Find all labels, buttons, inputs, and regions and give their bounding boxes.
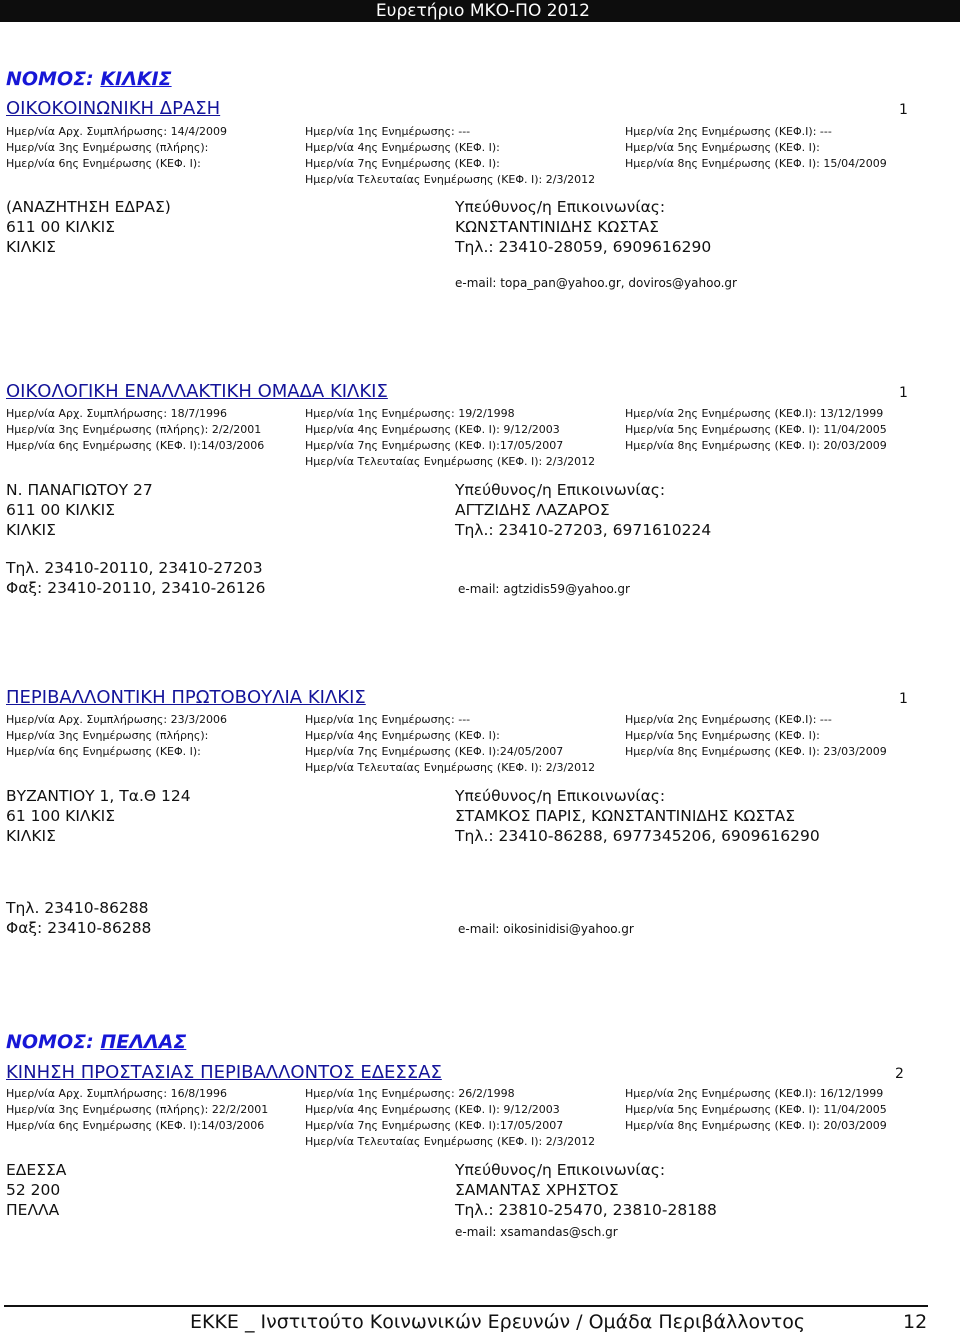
contact-name: ΚΩΝΣΤΑΝΤΙΝΙΔΗΣ ΚΩΣΤΑΣ (455, 218, 659, 236)
contact-name: ΑΓΤΖΙΔΗΣ ΛΑΖΑΡΟΣ (455, 501, 610, 519)
contact-label: Υπεύθυνος/η Επικοινωνίας: (455, 1161, 666, 1179)
date-field: Ημερ/νία 5ης Ενημέρωσης (ΚΕΦ. Ι): 11/04/2005 (625, 1103, 887, 1116)
address-line: 61 100 ΚΙΛΚΙΣ (6, 807, 116, 825)
contact-phone: Τηλ.: 23410-28059, 6909616290 (455, 238, 712, 256)
date-field: Ημερ/νία 7ης Ενημέρωσης (ΚΕΦ. Ι):24/05/2007 (305, 745, 564, 758)
footer-divider (4, 1305, 928, 1307)
date-field: Ημερ/νία 7ης Ενημέρωσης (ΚΕΦ. Ι): (305, 157, 500, 170)
prefecture-heading (6, 1031, 186, 1053)
date-field: Ημερ/νία 1ης Ενημέρωσης: 26/2/1998 (305, 1087, 515, 1100)
org-title: ΟΙΚΟΚΟΙΝΩΝΙΚΗ ΔΡΑΣΗ (6, 98, 221, 119)
contact-phone: Τηλ.: 23410-27203, 6971610224 (455, 521, 712, 539)
date-field: Ημερ/νία 3ης Ενημέρωσης (πλήρης): (6, 141, 209, 154)
date-field: Ημερ/νία 6ης Ενημέρωσης (ΚΕΦ. Ι): (6, 157, 201, 170)
prefecture-name: ΚΙΛΚΙΣ (100, 68, 172, 90)
contact-phone: Τηλ.: 23410-86288, 6977345206, 6909616290 (455, 827, 820, 845)
footer-text: ΕΚΚΕ _ Ινστιτούτο Κοινωνικών Ερευνών / Ομάδα Περιβάλλοντος (190, 1311, 805, 1333)
last-update: Ημερ/νία Τελευταίας Ενημέρωσης (ΚΕΦ. Ι): 2/3/2012 (305, 173, 596, 186)
date-field: Ημερ/νία 7ης Ενημέρωσης (ΚΕΦ. Ι):17/05/2007 (305, 1119, 564, 1132)
email-link[interactable]: e-mail: xsamandas@sch.gr (455, 1225, 618, 1239)
prefecture-label: ΝΟΜΟΣ: (6, 68, 94, 90)
date-field: Ημερ/νία 2ης Ενημέρωσης (ΚΕΦ.Ι): --- (625, 713, 832, 726)
phone-line: Τηλ. 23410-20110, 23410-27203 (6, 559, 263, 577)
date-field: Ημερ/νία 5ης Ενημέρωσης (ΚΕΦ. Ι): (625, 729, 820, 742)
date-field: Ημερ/νία Αρχ. Συμπλήρωσης: 18/7/1996 (6, 407, 227, 420)
page-number: 12 (903, 1311, 928, 1333)
last-update: Ημερ/νία Τελευταίας Ενημέρωσης (ΚΕΦ. Ι): 2/3/2012 (305, 455, 596, 468)
date-field: Ημερ/νία 6ης Ενημέρωσης (ΚΕΦ. Ι):14/03/2006 (6, 439, 265, 452)
address-line: Ν. ΠΑΝΑΓΙΩΤΟΥ 27 (6, 481, 153, 499)
contact-name: ΣΑΜΑΝΤΑΣ ΧΡΗΣΤΟΣ (455, 1181, 619, 1199)
address-line: ΒΥΖΑΝΤΙΟΥ 1, Τα.Θ 124 (6, 787, 191, 805)
date-field: Ημερ/νία Αρχ. Συμπλήρωσης: 23/3/2006 (6, 713, 227, 726)
org-title: ΠΕΡΙΒΑΛΛΟΝΤΙΚΗ ΠΡΩΤΟΒΟΥΛΙΑ ΚΙΛΚΙΣ (6, 687, 366, 708)
prefecture-heading (6, 68, 172, 90)
date-field: Ημερ/νία 7ης Ενημέρωσης (ΚΕΦ. Ι):17/05/2007 (305, 439, 564, 452)
last-update: Ημερ/νία Τελευταίας Ενημέρωσης (ΚΕΦ. Ι): 2/3/2012 (305, 1135, 596, 1148)
date-field: Ημερ/νία 4ης Ενημέρωσης (ΚΕΦ. Ι): 9/12/2003 (305, 423, 560, 436)
fax-line: Φαξ: 23410-20110, 23410-26126 (6, 579, 266, 597)
date-field: Ημερ/νία 5ης Ενημέρωσης (ΚΕΦ. Ι): (625, 141, 820, 154)
date-field: Ημερ/νία 8ης Ενημέρωσης (ΚΕΦ. Ι): 20/03/2009 (625, 439, 887, 452)
last-update: Ημερ/νία Τελευταίας Ενημέρωσης (ΚΕΦ. Ι): 2/3/2012 (305, 761, 596, 774)
address-line: 52 200 (6, 1181, 61, 1199)
date-field: Ημερ/νία 5ης Ενημέρωσης (ΚΕΦ. Ι): 11/04/2005 (625, 423, 887, 436)
org-title: ΚΙΝΗΣΗ ΠΡΟΣΤΑΣΙΑΣ ΠΕΡΙΒΑΛΛΟΝΤΟΣ ΕΔΕΣΣΑΣ (6, 1062, 442, 1083)
date-field: Ημερ/νία 8ης Ενημέρωσης (ΚΕΦ. Ι): 23/03/2009 (625, 745, 887, 758)
date-field: Ημερ/νία 1ης Ενημέρωσης: --- (305, 713, 471, 726)
contact-phone: Τηλ.: 23810-25470, 23810-28188 (455, 1201, 717, 1219)
email-link[interactable]: e-mail: topa_pan@yahoo.gr, doviros@yahoo.gr (455, 276, 737, 290)
date-field: Ημερ/νία 8ης Ενημέρωσης (ΚΕΦ. Ι): 20/03/2009 (625, 1119, 887, 1132)
date-field: Ημερ/νία Αρχ. Συμπλήρωσης: 14/4/2009 (6, 125, 227, 138)
date-field: Ημερ/νία 2ης Ενημέρωσης (ΚΕΦ.Ι): 13/12/1999 (625, 407, 884, 420)
date-field: Ημερ/νία 3ης Ενημέρωσης (πλήρης): 22/2/2001 (6, 1103, 269, 1116)
contact-name: ΣΤΑΜΚΟΣ ΠΑΡΙΣ, ΚΩΝΣΤΑΝΤΙΝΙΔΗΣ ΚΩΣΤΑΣ (455, 807, 796, 825)
date-field: Ημερ/νία 6ης Ενημέρωσης (ΚΕΦ. Ι):14/03/2006 (6, 1119, 265, 1132)
address-line: 611 00 ΚΙΛΚΙΣ (6, 218, 116, 236)
date-field: Ημερ/νία 4ης Ενημέρωσης (ΚΕΦ. Ι): (305, 729, 500, 742)
date-field: Ημερ/νία 4ης Ενημέρωσης (ΚΕΦ. Ι): (305, 141, 500, 154)
date-field: Ημερ/νία Αρχ. Συμπλήρωσης: 16/8/1996 (6, 1087, 227, 1100)
date-field: Ημερ/νία 6ης Ενημέρωσης (ΚΕΦ. Ι): (6, 745, 201, 758)
date-field: Ημερ/νία 3ης Ενημέρωσης (πλήρης): (6, 729, 209, 742)
org-number: 1 (899, 691, 908, 707)
contact-label: Υπεύθυνος/η Επικοινωνίας: (455, 198, 666, 216)
address-line: 611 00 ΚΙΛΚΙΣ (6, 501, 116, 519)
address-line: ΚΙΛΚΙΣ (6, 521, 56, 539)
fax-line: Φαξ: 23410-86288 (6, 919, 152, 937)
date-field: Ημερ/νία 2ης Ενημέρωσης (ΚΕΦ.Ι): 16/12/1999 (625, 1087, 884, 1100)
phone-line: Τηλ. 23410-86288 (6, 899, 149, 917)
date-field: Ημερ/νία 8ης Ενημέρωσης (ΚΕΦ. Ι): 15/04/2009 (625, 157, 887, 170)
address-line: ΕΔΕΣΣΑ (6, 1161, 67, 1179)
prefecture-label: ΝΟΜΟΣ: (6, 1031, 94, 1053)
prefecture-name: ΠΕΛΛΑΣ (100, 1031, 187, 1053)
date-field: Ημερ/νία 4ης Ενημέρωσης (ΚΕΦ. Ι): 9/12/2003 (305, 1103, 560, 1116)
date-field: Ημερ/νία 1ης Ενημέρωσης: --- (305, 125, 471, 138)
address-line: ΚΙΛΚΙΣ (6, 238, 56, 256)
date-field: Ημερ/νία 3ης Ενημέρωσης (πλήρης): 2/2/2001 (6, 423, 262, 436)
page-header-title: Ευρετήριο ΜΚΟ-ΠΟ 2012 (375, 1, 590, 21)
org-number: 2 (895, 1066, 904, 1082)
email-link[interactable]: e-mail: agtzidis59@yahoo.gr (458, 582, 630, 596)
date-field: Ημερ/νία 1ης Ενημέρωσης: 19/2/1998 (305, 407, 515, 420)
email-link[interactable]: e-mail: oikosinidisi@yahoo.gr (458, 922, 634, 936)
address-line: ΚΙΛΚΙΣ (6, 827, 56, 845)
org-title: ΟΙΚΟΛΟΓΙΚΗ ΕΝΑΛΛΑΚΤΙΚΗ ΟΜΑΔΑ ΚΙΛΚΙΣ (6, 381, 388, 402)
address-line: ΠΕΛΛΑ (6, 1201, 60, 1219)
contact-label: Υπεύθυνος/η Επικοινωνίας: (455, 787, 666, 805)
date-field: Ημερ/νία 2ης Ενημέρωσης (ΚΕΦ.Ι): --- (625, 125, 832, 138)
org-number: 1 (899, 385, 908, 401)
contact-label: Υπεύθυνος/η Επικοινωνίας: (455, 481, 666, 499)
address-line: (ΑΝΑΖΗΤΗΣΗ ΕΔΡΑΣ) (6, 198, 171, 216)
org-number: 1 (899, 102, 908, 118)
header-bar (0, 0, 960, 22)
